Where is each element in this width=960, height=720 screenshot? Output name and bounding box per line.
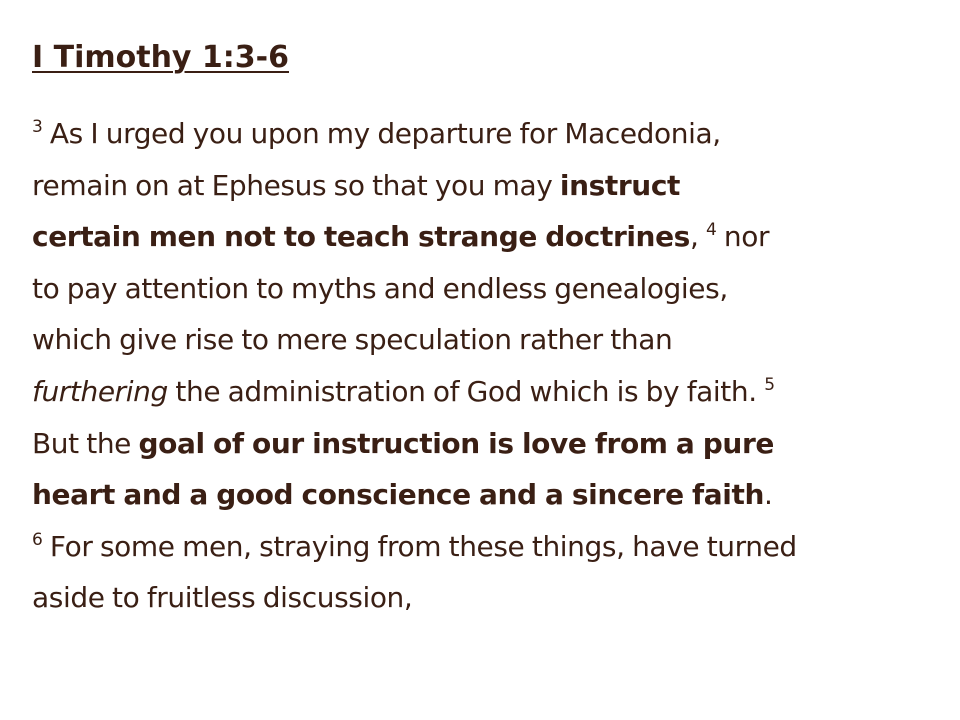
verse-number-4: 4 xyxy=(705,220,717,241)
verse-number-6: 6 xyxy=(32,529,43,550)
verse-3-text-e: , xyxy=(689,220,706,254)
verse-4-text-c: which give rise to mere speculation rather than xyxy=(32,323,673,357)
verse-4-text-b: to pay attention to myths and endless genealogies, xyxy=(32,271,728,305)
passage-line-9 xyxy=(32,521,942,573)
passage-line-6 xyxy=(32,366,942,418)
passage-line-10 xyxy=(32,572,942,624)
passage-reference-title: I Timothy 1:3-6 xyxy=(32,40,289,75)
verse-3-emphasis-instruct: instruct xyxy=(559,168,680,202)
verse-4-text-e: the administration of God which is by faith. xyxy=(167,374,765,408)
passage-line-1 xyxy=(32,108,942,160)
verse-3-text-a: As I urged you upon my departure for Macedonia, xyxy=(42,117,721,150)
verse-5-emphasis-heart: heart and a good conscience and a sincere faith xyxy=(32,478,765,512)
verse-number-3: 3 xyxy=(32,117,43,137)
passage-line-3 xyxy=(32,211,942,263)
passage-line-4 xyxy=(32,263,942,315)
passage-line-7 xyxy=(32,418,942,470)
verse-5-text-a: But the xyxy=(32,426,139,460)
verse-6-text-a: For some men, straying from these things, have turned xyxy=(42,529,797,563)
passage-line-2 xyxy=(32,160,942,212)
verse-5-emphasis-goal: goal of our instruction is love from a pure xyxy=(138,426,774,460)
verse-3-emphasis-doctrines: certain men not to teach strange doctrines xyxy=(32,220,690,254)
verse-4-emphasis-furthering: furthering xyxy=(32,374,168,408)
verse-3-text-b: remain on at Ephesus so that you may xyxy=(32,168,560,202)
verse-6-text-b: aside to fruitless discussion, xyxy=(32,581,413,615)
verse-5-text-d: . xyxy=(764,478,773,512)
verse-4-text-a: nor xyxy=(716,220,770,254)
passage-line-5 xyxy=(32,314,942,366)
scripture-passage xyxy=(32,108,942,624)
verse-number-5: 5 xyxy=(764,374,775,395)
passage-line-8 xyxy=(32,469,942,521)
